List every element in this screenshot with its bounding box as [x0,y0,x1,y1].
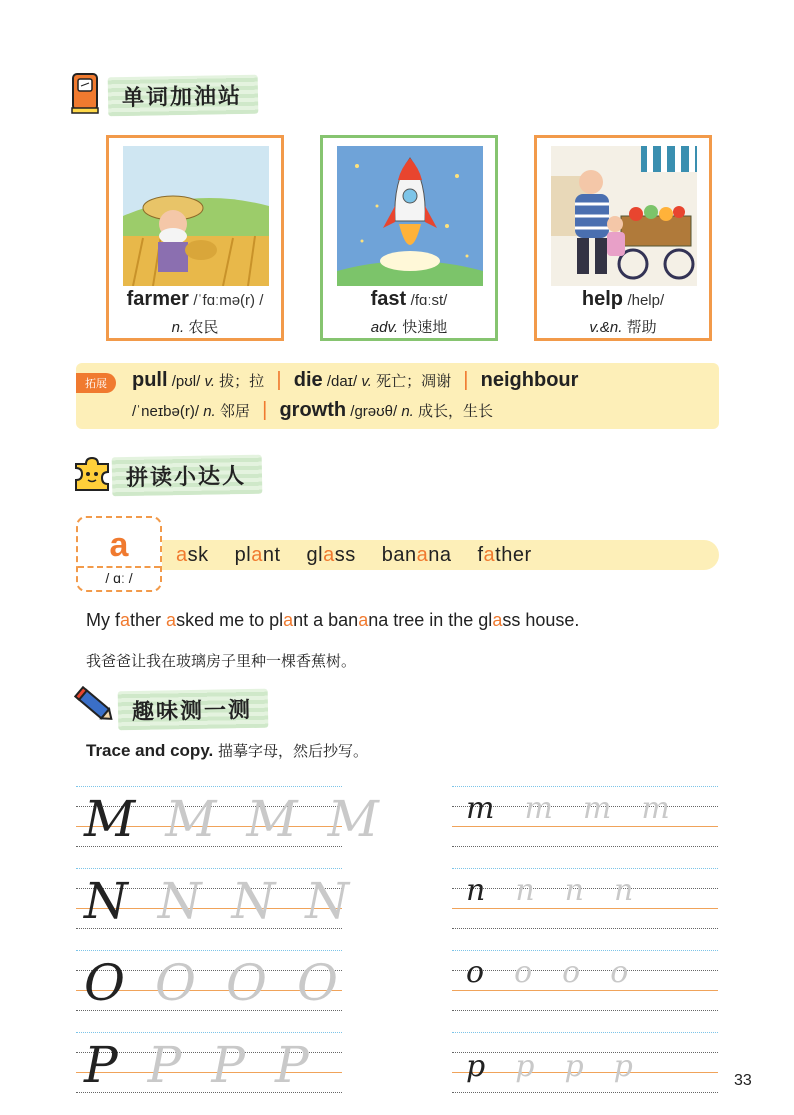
card-pos: adv. [370,319,399,336]
writing-line-lower-o[interactable] [452,950,718,1010]
card-word: farmer [126,288,189,310]
trace-letter: O [155,954,196,1012]
separator: | [276,369,282,391]
writing-line-lower-n[interactable] [452,868,718,928]
gas-pump-icon [70,70,102,119]
trace-letter: n [613,873,634,908]
phonics-letter-box [76,516,162,592]
model-letter: M [84,790,136,848]
model-letter: O [84,954,125,1012]
card-ipa: /fɑːst/ [410,292,448,309]
ext-meaning: 成长，生长 [418,403,494,420]
writing-line-upper-n[interactable] [76,868,349,930]
example-sentence: My father asked me to plant a banana tree in the glass house. [86,610,580,630]
trace-letter: O [297,954,338,1012]
trace-letter: N [305,872,349,930]
model-letter: n [466,873,486,908]
ext-meaning: 拔；拉 [219,373,265,390]
trace-letter: O [226,954,267,1012]
trace-letter: M [246,790,298,848]
phonics-word: ask [176,543,209,566]
ext-word: growth [279,399,347,421]
phonics-section-banner [72,456,262,495]
phonics-ipa: / ɑː / [78,566,160,586]
word-card-fast [320,135,498,341]
practice-section-banner [74,690,268,729]
trace-letter: o [610,955,629,990]
trace-letter: m [641,791,670,826]
card-word: fast [370,288,407,310]
instruction-zh: 描摹字母，然后抄写。 [217,742,368,760]
phonics-word: plant [234,543,281,566]
trace-letter: P [274,1036,309,1094]
word-card-farmer [106,135,284,341]
rocket-illustration [337,146,483,286]
trace-letter: p [515,1049,535,1084]
extension-vocabulary [76,363,719,429]
trace-letter: M [327,790,379,848]
writing-line-upper-p[interactable] [76,1032,342,1092]
trace-letter: m [582,791,612,826]
card-ipa: /ˈfɑːmə(r) / [193,292,264,309]
sentence-translation: 我爸爸让我在玻璃房子里种一棵香蕉树。 [86,652,357,670]
trace-letter: n [564,873,584,908]
ext-meaning: 邻居 [219,403,250,420]
ext-word: die [293,369,323,391]
card-word: help [581,288,623,310]
page-number: 33 [734,1072,752,1089]
phonics-word: glass [306,543,356,566]
writing-line-upper-o[interactable] [76,950,342,1010]
ext-ipa: /daɪ/ [326,373,358,390]
phonics-words-bar [162,540,719,570]
phonics-word: father [477,543,532,566]
farmer-illustration [123,146,269,286]
ext-ipa: /ˈneɪbə(r)/ [132,403,200,420]
trace-letter: p [564,1049,584,1084]
trace-letter: M [165,790,217,848]
model-letter: o [466,955,485,990]
help-illustration [551,146,697,286]
card-meaning: 帮助 [626,319,657,336]
phonics-letter: a [109,526,129,564]
section-title: 趣味测一测 [118,689,269,731]
ext-ipa: /ɡrəʊθ/ [350,403,398,420]
writing-line-lower-p[interactable] [452,1032,718,1092]
phonics-word: banana [381,543,452,566]
words-section-banner [70,76,258,115]
trace-letter: N [157,872,202,930]
separator: | [262,399,268,421]
trace-letter: N [231,872,276,930]
card-pos: n. [171,319,185,336]
trace-letter: m [524,791,553,826]
ext-pos: n. [401,403,414,420]
section-title: 单词加油站 [108,75,259,117]
practice-instruction [86,740,368,761]
model-letter: P [84,1036,118,1094]
trace-letter: n [515,873,535,908]
trace-letter: P [211,1036,245,1094]
card-meaning: 农民 [188,319,219,336]
extension-tag: 拓展 [76,373,116,393]
ext-meaning: 死亡；凋谢 [376,373,452,390]
ext-pos: v. [361,373,372,390]
ext-pos: v. [204,373,215,390]
word-card-help [534,135,712,341]
model-letter: N [84,872,128,930]
puzzle-piece-icon [72,456,112,497]
ext-ipa: /pʊl/ [171,373,201,390]
ext-word: pull [132,369,168,391]
model-letter: m [466,791,495,826]
trace-letter: o [562,955,581,990]
separator: | [463,369,469,391]
model-letter: p [466,1049,486,1084]
ext-word: neighbour [480,369,579,391]
ext-pos: n. [203,403,216,420]
trace-letter: P [147,1036,182,1094]
card-meaning: 快速地 [402,319,448,336]
card-pos: v.&n. [589,319,623,336]
trace-letter: o [514,955,533,990]
card-ipa: /help/ [627,292,665,309]
section-title: 拼读小达人 [112,455,263,497]
trace-letter: p [613,1049,633,1084]
writing-line-upper-m[interactable] [76,786,379,848]
writing-line-lower-m[interactable] [452,786,718,846]
pencil-icon [74,686,118,731]
instruction-en: Trace and copy. [86,741,214,760]
